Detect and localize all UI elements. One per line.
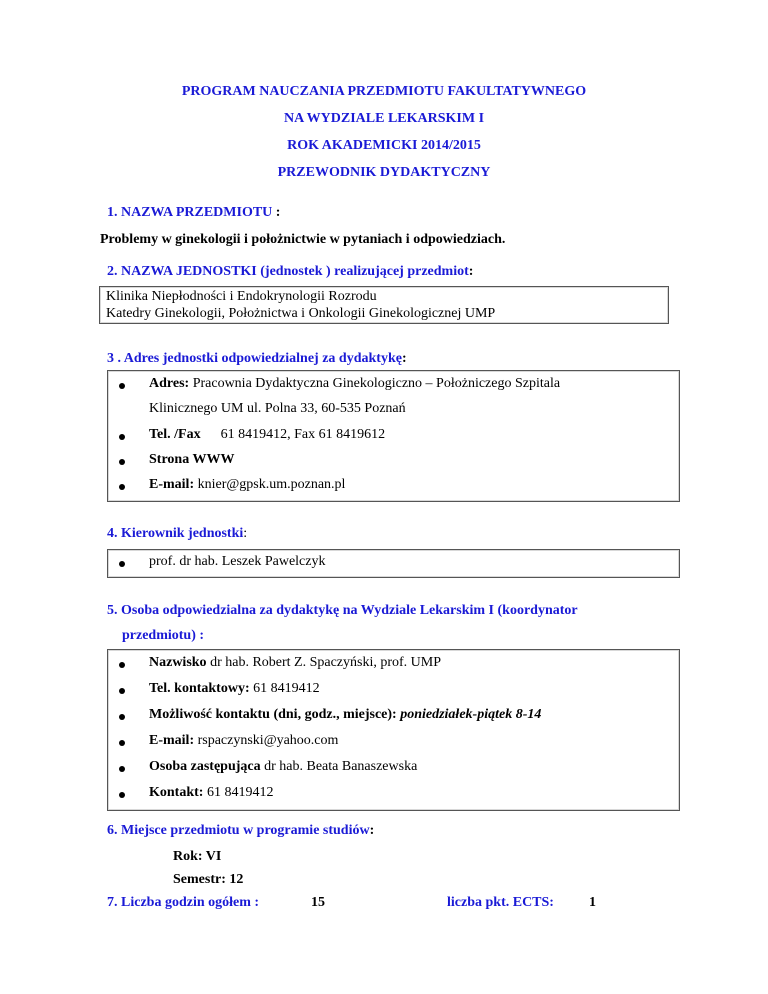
section-7-heading: 7. Liczba godzin ogółem :: [107, 895, 260, 910]
address-value: Pracownia Dydaktyczna Ginekologiczno – Położniczego Szpitala: [189, 376, 561, 391]
unit-head-name: prof. dr hab. Leszek Pawelczyk: [149, 554, 326, 569]
unit-line-2: Katedry Ginekologii, Położnictwa i Onkologii Ginekologicznej UMP: [106, 306, 496, 321]
doc-title-line-3: ROK AKADEMICKI 2014/2015: [287, 138, 481, 153]
section-3-heading-colon: :: [401, 351, 407, 366]
bullet-icon: [119, 459, 125, 465]
doc-title-line-1: PROGRAM NAUCZANIA PRZEDMIOTU FAKULTATYWNEGO: [181, 84, 587, 99]
bullet-icon: [119, 383, 125, 389]
address-box: [107, 370, 680, 502]
coordinator-tel-item: [149, 681, 320, 697]
bullet-icon: [119, 561, 125, 567]
address-item: [149, 376, 560, 392]
section-6-heading: [107, 823, 374, 839]
unit-email-item: [149, 477, 345, 493]
deputy-item: [149, 759, 417, 775]
unit-email-value: knier@gpsk.um.poznan.pl: [194, 477, 346, 492]
bullet-icon: [119, 714, 125, 720]
address-label: Adres:: [149, 376, 190, 391]
coordinator-email-value: rspaczynski@yahoo.com: [194, 733, 339, 748]
tel-fax-label: Tel. /Fax: [149, 427, 201, 442]
contact-hours-item: [149, 707, 541, 723]
deputy-value: dr hab. Beata Banaszewska: [260, 759, 418, 774]
doc-title-line-2: NA WYDZIALE LEKARSKIM I: [283, 111, 485, 126]
coordinator-email-item: [149, 733, 338, 749]
section-3-heading-text: 3 . Adres jednostki odpowiedzialnej za dydaktykę: [107, 351, 402, 366]
contact-hours-label: Możliwość kontaktu (dni, godz., miejsce):: [149, 707, 397, 722]
ects-value: 1: [589, 895, 596, 910]
bullet-icon: [119, 662, 125, 668]
section-1-heading: [107, 205, 280, 221]
coordinator-tel-label: Tel. kontaktowy:: [149, 681, 250, 696]
section-6-heading-colon: :: [369, 823, 375, 838]
section-3-heading: [107, 351, 407, 367]
coordinator-name-value: dr hab. Robert Z. Spaczyński, prof. UMP: [206, 655, 442, 670]
head-box: [107, 549, 680, 578]
coordinator-box: [107, 649, 680, 811]
total-hours-value: 15: [311, 895, 325, 910]
bullet-icon: [119, 484, 125, 490]
coordinator-email-label: E-mail:: [149, 733, 195, 748]
unit-email-label: E-mail:: [149, 477, 195, 492]
tel-fax-item: [149, 427, 385, 443]
doc-title-line-4: PRZEWODNIK DYDAKTYCZNY: [277, 165, 491, 180]
section-2-heading-text: 2. NAZWA JEDNOSTKI (jednostek ) realizującej przedmiot: [107, 264, 469, 279]
bullet-icon: [119, 792, 125, 798]
website-label: Strona WWW: [149, 452, 235, 467]
bullet-icon: [119, 766, 125, 772]
bullet-icon: [119, 688, 125, 694]
contact-hours-value: poniedziałek-piątek 8-14: [396, 707, 542, 722]
study-semester: Semestr: 12: [173, 872, 244, 887]
section-6-heading-text: 6. Miejsce przedmiotu w programie studiów: [107, 823, 370, 838]
coordinator-tel-value: 61 8419412: [249, 681, 320, 696]
contact-item: [149, 785, 273, 801]
study-year: Rok: VI: [173, 849, 222, 864]
section-4-heading-text: 4. Kierownik jednostki: [107, 526, 244, 541]
bullet-icon: [119, 434, 125, 440]
contact-value: 61 8419412: [203, 785, 274, 800]
section-5-heading-line-1: 5. Osoba odpowiedzialna za dydaktykę na Wydziale Lekarskim I (koordynator: [107, 603, 578, 618]
tel-fax-value: 61 8419412, Fax 61 8419612: [220, 427, 386, 442]
coordinator-name-item: [149, 655, 441, 671]
contact-label: Kontakt:: [149, 785, 204, 800]
bullet-icon: [119, 740, 125, 746]
course-name: Problemy w ginekologii i położnictwie w pytaniach i odpowiedziach.: [100, 232, 506, 247]
deputy-label: Osoba zastępująca: [149, 759, 261, 774]
section-1-heading-text: 1. NAZWA PRZEDMIOTU: [107, 205, 273, 220]
section-1-heading-colon: :: [272, 205, 281, 220]
section-5-heading-line-2: przedmiotu) :: [122, 628, 205, 643]
address-line-2: Klinicznego UM ul. Polna 33, 60-535 Poznań: [149, 401, 406, 416]
ects-label: liczba pkt. ECTS:: [447, 895, 554, 910]
section-4-heading-colon: :: [243, 526, 248, 541]
section-2-heading: [107, 264, 473, 280]
coordinator-name-label: Nazwisko: [149, 655, 207, 670]
unit-box: [99, 286, 669, 324]
unit-line-1: Klinika Niepłodności i Endokrynologii Rozrodu: [106, 289, 377, 304]
section-2-heading-colon: :: [468, 264, 474, 279]
section-4-heading: [107, 526, 247, 542]
